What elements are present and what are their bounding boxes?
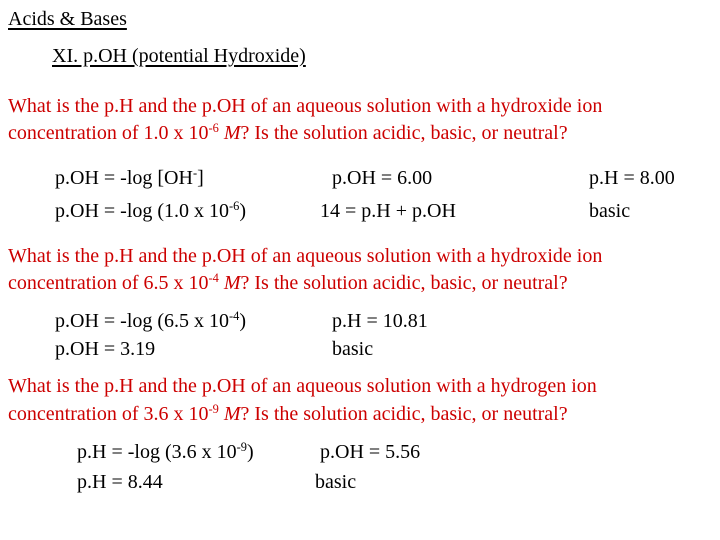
p1-work-row-1-right: p.H = 8.00 (589, 167, 675, 189)
page-title: Acids & Bases (8, 8, 127, 30)
p3-work-row-1-left: p.H = -log (3.6 x $10^{-9}$) (77, 440, 254, 463)
p1-work-row-2-left: p.OH = -log (1.0 x $10^{-6}$) (55, 199, 247, 222)
p2-work-row-1-left: p.OH = -log (6.5 x $10^{-4}$) (55, 309, 247, 332)
page-subtitle: XI. p.OH (potential Hydroxide) (52, 45, 306, 67)
question-1-line-1: What is the p.H and the p.OH of an aqueous solution with a hydroxide ion (8, 95, 603, 117)
p3-work-row-2-right: basic (315, 471, 357, 493)
p2-work-row-2-right: basic (332, 338, 374, 360)
question-2-line-1: What is the p.H and the p.OH of an aqueous solution with a hydroxide ion (8, 245, 603, 267)
p1-work-row-2-mid: 14 = p.H + p.OH (320, 200, 456, 222)
question-3-line-1: What is the p.H and the p.OH of an aqueous solution with a hydrogen ion (8, 375, 597, 397)
question-1-line-2: concentration of 1.0 x $10^{-6}$ M? Is the solution acidic, basic, or neutral? (8, 121, 568, 144)
p1-work-row-1-mid: p.OH = 6.00 (332, 167, 433, 189)
p2-work-row-1-right: p.H = 10.81 (332, 310, 428, 332)
p2-work-row-2-left: p.OH = 3.19 (55, 338, 156, 360)
p1-work-row-2-right: basic (589, 200, 631, 222)
p3-work-row-1-right: p.OH = 5.56 (320, 441, 421, 463)
question-3-line-2: concentration of 3.6 x $10^{-9}$ M? Is the solution acidic, basic, or neutral? (8, 402, 568, 425)
p3-work-row-2-left: p.H = 8.44 (77, 471, 163, 493)
p1-work-row-1-left: p.OH = -log [OH-] (55, 166, 204, 189)
question-2-line-2: concentration of 6.5 x $10^{-4}$ M? Is the solution acidic, basic, or neutral? (8, 271, 568, 294)
